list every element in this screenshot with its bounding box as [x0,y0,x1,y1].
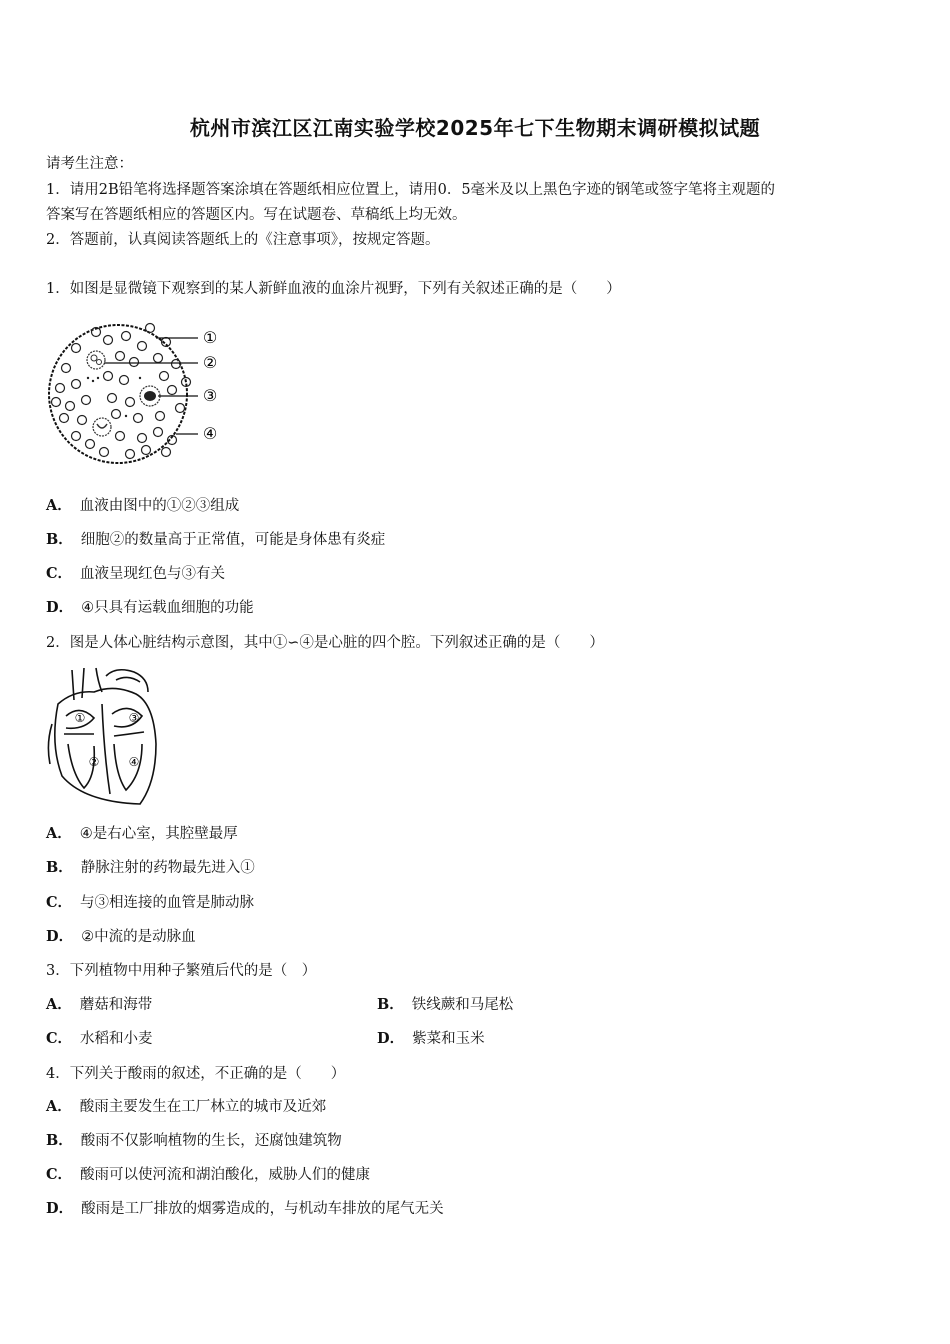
option-text: 水稻和小麦 [80,1031,153,1047]
option-letter: B． [377,996,404,1013]
question-4-option-b [46,1129,342,1150]
option-text: 血液呈现红色与③有关 [80,566,226,582]
option-text: 酸雨不仅影响植物的生长，还腐蚀建筑物 [80,1133,342,1149]
question-3-option-a [46,993,152,1014]
option-text: 紫菜和玉米 [412,1031,485,1047]
heart-label-3: ③ [128,711,140,725]
option-letter: D． [46,1200,74,1217]
blood-label-2: ② [202,353,218,372]
question-1-option-a [46,494,239,515]
option-text: 与③相连接的血管是肺动脉 [80,895,255,911]
question-4-option-d [46,1197,444,1218]
option-text: 血液由图中的①②③组成 [79,498,240,514]
option-text: 细胞②的数量高于正常值，可能是身体患有炎症 [80,532,386,548]
option-letter: D． [46,599,74,616]
question-2-option-c [46,891,254,912]
question-4-option-a [46,1095,326,1116]
question-1-option-c [46,562,225,583]
notice-item-1-line-1: 1．请用2B铅笔将选择题答案涂填在答题纸相应位置上，请用0．5毫米及以上黑色字迹的钢笔或签字笔将主观题的 [46,182,776,198]
option-letter: C． [46,1166,73,1183]
heart-label-4: ④ [128,755,140,769]
option-letter: C． [46,1030,73,1047]
question-3-option-b [377,993,513,1014]
microscope-field [49,325,187,463]
notice-heading: 请考生注意： [46,156,133,172]
question-3-option-d [377,1027,485,1048]
option-text: 酸雨主要发生在工厂林立的城市及近郊 [79,1099,327,1115]
question-4-option-c [46,1163,370,1184]
page-title: 杭州市滨江区江南实验学校2025年七下生物期末调研模拟试题 [189,116,761,140]
question-2-stem: 2．图是人体心脏结构示意图，其中①∽④是心脏的四个腔。下列叙述正确的是（ ） [46,635,604,651]
notice-item-2: 2．答题前，认真阅读答题纸上的《注意事项》，按规定答题。 [46,232,440,248]
option-letter: A． [46,1098,72,1115]
question-4-stem: 4．下列关于酸雨的叙述，不正确的是（ ） [46,1066,346,1082]
question-2-option-b [46,856,255,877]
option-text: ④是右心室，其腔壁最厚 [79,826,238,842]
blood-label-1: ① [202,328,218,347]
option-text: ②中流的是动脉血 [81,929,196,945]
option-letter: A． [46,497,72,514]
option-letter: A． [46,996,72,1013]
option-letter: B． [46,1132,73,1149]
option-letter: A． [46,825,72,842]
question-2-option-a [46,822,238,843]
question-1-option-b [46,528,385,549]
option-letter: C． [46,894,73,911]
option-letter: B． [46,859,73,876]
question-3-option-c [46,1027,153,1048]
blood-label-3: ③ [202,386,218,405]
heart-outline [48,668,156,804]
heart-label-2: ② [88,755,100,769]
question-1-stem: 1．如图是显微镜下观察到的某人新鲜血液的血涂片视野，下列有关叙述正确的是（ ） [46,281,621,297]
option-text: 酸雨是工厂排放的烟雾造成的，与机动车排放的尾气无关 [81,1201,444,1217]
question-2-option-d [46,925,196,946]
option-letter: B． [46,531,73,548]
heart-label-1: ① [74,711,86,725]
blood-label-4: ④ [202,424,218,443]
option-letter: D． [46,928,74,945]
notice-item-1-line-2: 答案写在答题纸相应的答题区内。写在试题卷、草稿纸上均无效。 [46,207,467,223]
question-1-option-d [46,596,254,617]
red-blood-cell [146,324,155,333]
blood-smear-figure [46,318,226,473]
question-3-stem: 3．下列植物中用种子繁殖后代的是（ ） [46,963,317,979]
option-text: 酸雨可以使河流和湖泊酸化，威胁人们的健康 [80,1167,371,1183]
option-text: ④只具有运载血细胞的功能 [81,600,254,616]
option-letter: D． [377,1030,405,1047]
option-text: 静脉注射的药物最先进入① [80,860,255,876]
heart-structure-figure [44,664,164,809]
option-text: 蘑菇和海带 [79,997,153,1013]
option-text: 铁线蕨和马尾松 [411,997,514,1013]
option-letter: C． [46,565,73,582]
red-blood-cell [162,448,171,457]
